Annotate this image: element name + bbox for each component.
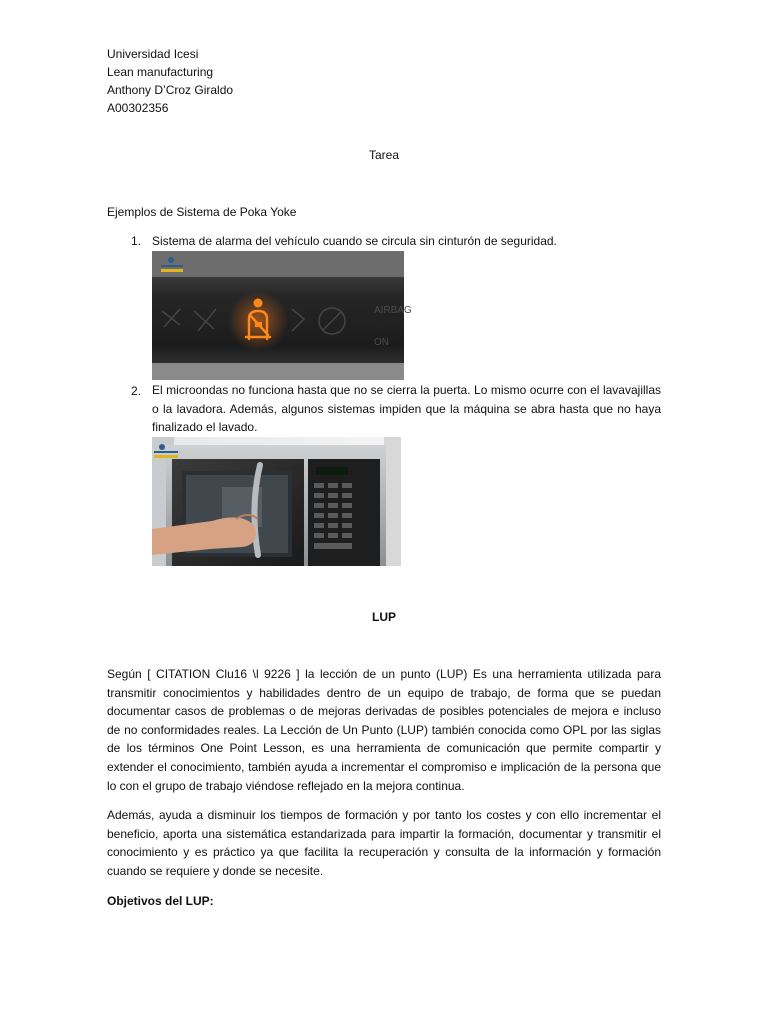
lup-paragraph-2: Además, ayuda a disminuir los tiempos de formación y por tanto los costes y con ello incrementar el beneficio, aporta una sistemática estandarizada para impartir la formación, documentar y transmitir el conocimiento y es práctico ya que facilita la recuperación y consulta de la información y formación cuando se requiere y donde se necesite. — [107, 808, 661, 878]
lup-paragraph-1: Según [ CITATION Clu16 \l 9226 ] la lección de un punto (LUP) Es una herramienta utilizada para transmitir conocimientos y habilidades dentro de un equipo de trabajo, de forma que se puedan documentar casos de problemas o de mejoras derivadas de posibles potenciales de mejora e incluso de no conformidades reales. La Lección de Un Punto (LUP) también conocida como OPL por las siglas de los términos One Point Lesson, es una herramienta de comunicación que permite compartir y extender el conocimiento, también ayuda a incrementar el compromiso e implicación de la persona que lo con el grupo de trabajo viéndose reflejado en la mejora continua. — [107, 667, 661, 793]
list-item-text: El microondas no funciona hasta que no se cierra la puerta. Lo mismo ocurre con el lavavajillas o la lavadora. Además, algunos sistemas impiden que la máquina se abra hasta que no haya finalizado el lavado. — [152, 383, 661, 435]
header-author: Anthony D’Croz Giraldo — [107, 83, 234, 97]
poka-yoke-heading: Ejemplos de Sistema de Poka Yoke — [107, 205, 297, 219]
header-university: Universidad Icesi — [107, 47, 199, 61]
header-student-id: A00302356 — [107, 101, 169, 115]
lup-heading: LUP — [372, 610, 396, 624]
objectives-heading: Objetivos del LUP: — [107, 894, 214, 908]
document-title: Tarea — [368, 148, 400, 162]
seatbelt-warning-image — [152, 251, 412, 380]
list-item-number: 1. — [131, 234, 142, 248]
list-item-text: Sistema de alarma del vehículo cuando se circula sin cinturón de seguridad. — [152, 234, 557, 248]
list-item-number: 2. — [131, 384, 142, 398]
microwave-image — [152, 437, 401, 566]
on-label: ON — [374, 337, 389, 348]
airbag-label: AIRBAG — [374, 305, 412, 316]
header-course: Lean manufacturing — [107, 65, 214, 79]
